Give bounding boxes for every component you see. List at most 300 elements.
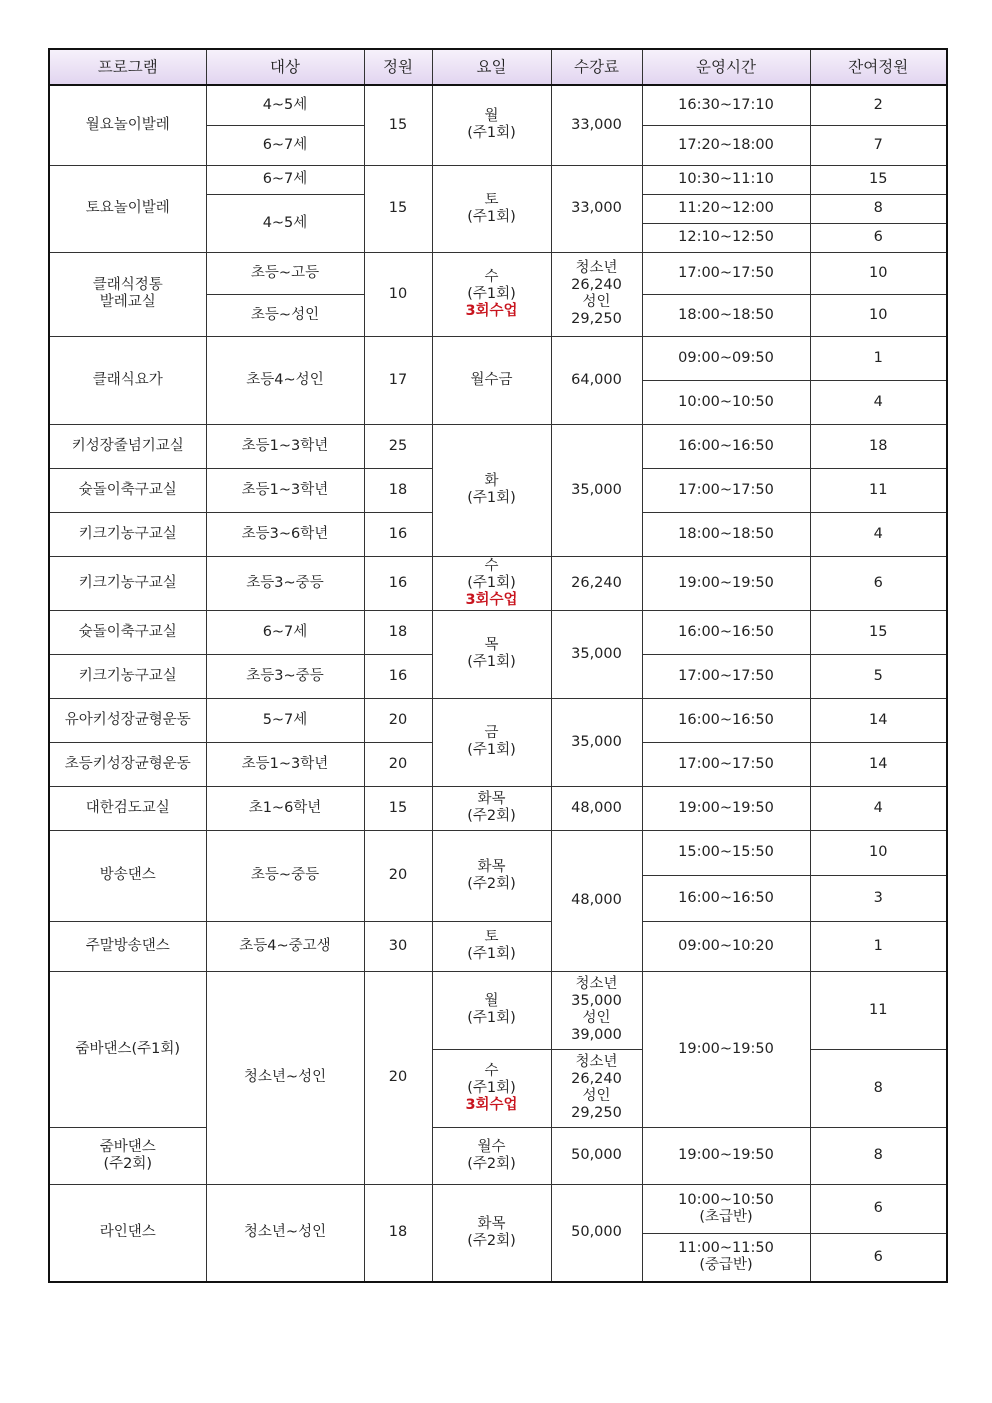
cell-text: 초등키성장균형운동	[64, 755, 191, 772]
cell-text: 16:30~17:10	[678, 96, 774, 113]
cell-text: 토	[484, 191, 499, 208]
table-row	[49, 85, 947, 125]
table-cell	[642, 1184, 810, 1233]
table-cell	[364, 468, 432, 512]
table-cell	[642, 294, 810, 336]
table-cell	[206, 252, 364, 294]
table-cell	[432, 252, 551, 336]
cell-text: 4	[873, 393, 883, 410]
cell-text: 4~5세	[262, 214, 308, 231]
table-cell	[810, 556, 947, 610]
cell-text: 초등~고등	[250, 264, 320, 281]
cell-text: 줌바댄스(주1회)	[75, 1040, 181, 1057]
table-cell	[642, 698, 810, 742]
cell-text: 15	[869, 171, 888, 187]
cell-text: 월	[484, 993, 499, 1009]
table-cell	[364, 424, 432, 468]
cell-text: 11	[869, 1001, 888, 1018]
cell-text: 35,000	[571, 645, 622, 662]
cell-text: 금	[484, 725, 499, 741]
cell-text: 수	[484, 268, 499, 285]
table-cell	[49, 1127, 206, 1184]
table-cell	[206, 921, 364, 971]
table-cell	[810, 380, 947, 424]
table-cell	[206, 698, 364, 742]
table-cell	[49, 654, 206, 698]
cell-text: 33,000	[571, 116, 622, 133]
cell-text: 키성장줄넘기교실	[71, 437, 184, 454]
table-row	[49, 830, 947, 875]
table-cell	[642, 1233, 810, 1282]
table-cell	[810, 1049, 947, 1127]
table-cell	[642, 85, 810, 125]
table-cell	[432, 610, 551, 698]
cell-text: 토요놀이발레	[85, 200, 170, 216]
cell-text: 초등1~3학년	[241, 755, 329, 772]
cell-text: 3회수업	[465, 591, 518, 608]
table-cell	[810, 223, 947, 252]
cell-text: 4~5세	[262, 96, 308, 113]
cell-text: (주2회)	[467, 875, 516, 892]
table-cell	[364, 698, 432, 742]
table-cell	[551, 610, 642, 698]
table-cell	[364, 165, 432, 252]
cell-text: 35,000	[571, 481, 622, 498]
table-cell	[642, 512, 810, 556]
cell-text: (주1회)	[467, 125, 516, 142]
cell-text: 16:00~16:50	[678, 623, 774, 640]
cell-text: 6	[873, 1200, 883, 1216]
table-cell	[810, 468, 947, 512]
cell-text: 10:00~10:50	[678, 1191, 774, 1208]
cell-text: 6	[873, 229, 883, 245]
cell-text: 5~7세	[262, 711, 308, 728]
cell-text: 줌바댄스	[99, 1138, 156, 1155]
table-cell	[432, 336, 551, 424]
table-cell	[642, 424, 810, 468]
table-cell	[206, 654, 364, 698]
table-cell	[642, 875, 810, 921]
table-cell	[432, 556, 551, 610]
table-cell	[432, 1049, 551, 1127]
cell-text: 4	[873, 525, 883, 542]
cell-text: 5	[873, 667, 883, 684]
table-cell	[206, 194, 364, 252]
cell-text: (주1회)	[467, 490, 516, 506]
table-cell	[364, 610, 432, 654]
cell-text: 17:00~17:50	[678, 481, 774, 498]
table-cell	[364, 85, 432, 165]
cell-text: 35,000	[571, 733, 622, 750]
cell-text: 16	[388, 667, 408, 684]
table-cell	[206, 556, 364, 610]
table-row	[49, 610, 947, 654]
table-cell	[432, 830, 551, 921]
table-cell	[810, 875, 947, 921]
table-cell	[206, 1184, 364, 1282]
cell-text: 수	[484, 1062, 499, 1079]
table-cell	[551, 252, 642, 336]
table-cell	[364, 1184, 432, 1282]
cell-text: 초등1~3학년	[241, 437, 329, 454]
table-row	[49, 786, 947, 830]
cell-text: 1	[873, 349, 883, 366]
table-cell	[206, 294, 364, 336]
cell-text: 16	[388, 574, 408, 591]
table-cell	[206, 971, 364, 1184]
table-cell	[206, 85, 364, 125]
cell-text: 초등~중등	[250, 867, 320, 883]
table-cell	[551, 424, 642, 556]
table-cell	[49, 698, 206, 742]
cell-text: 48,000	[571, 892, 622, 908]
cell-text: 클래식요가	[92, 371, 163, 388]
table-cell	[432, 1184, 551, 1282]
cell-text: 11	[869, 481, 888, 498]
table-row	[49, 921, 947, 971]
table-row	[49, 252, 947, 294]
table-cell	[642, 252, 810, 294]
cell-text: 15	[869, 623, 888, 640]
table-cell	[432, 786, 551, 830]
cell-text: 09:00~10:20	[678, 937, 774, 954]
cell-text: (주1회)	[467, 654, 516, 670]
table-row	[49, 556, 947, 610]
cell-text: 성인	[582, 1088, 611, 1104]
cell-text: 청소년	[575, 976, 618, 992]
table-cell	[642, 830, 810, 875]
header-capacity: 정원	[364, 49, 432, 85]
cell-text: (주1회)	[467, 1010, 516, 1026]
cell-text: 토	[484, 929, 499, 945]
table-cell	[642, 556, 810, 610]
cell-text: 초등3~6학년	[241, 525, 329, 542]
table-cell	[810, 742, 947, 786]
cell-text: 18	[388, 623, 408, 640]
cell-text: 33,000	[571, 200, 622, 216]
table-cell	[432, 921, 551, 971]
cell-text: (주1회)	[467, 946, 516, 962]
table-cell	[810, 830, 947, 875]
table-cell	[810, 336, 947, 380]
cell-text: 초등4~성인	[246, 371, 324, 388]
table-cell	[810, 786, 947, 830]
table-cell	[642, 165, 810, 194]
cell-text: 초등4~중고생	[239, 937, 331, 954]
cell-text: 17:00~17:50	[678, 264, 774, 281]
table-row	[49, 1127, 947, 1184]
cell-text: 17:00~17:50	[678, 755, 774, 772]
table-cell	[49, 921, 206, 971]
table-cell	[206, 165, 364, 194]
cell-text: (초급반)	[699, 1208, 753, 1225]
cell-text: 26,240	[571, 1071, 622, 1087]
table-cell	[364, 921, 432, 971]
header-remaining: 잔여정원	[810, 49, 947, 85]
cell-text: (주2회)	[103, 1155, 153, 1172]
table-cell	[642, 742, 810, 786]
table-cell	[642, 336, 810, 380]
cell-text: 11:20~12:00	[678, 200, 774, 216]
cell-text: 7	[873, 136, 883, 153]
table-row	[49, 1184, 947, 1233]
table-cell	[49, 512, 206, 556]
cell-text: 17:20~18:00	[678, 136, 774, 153]
header-time: 운영시간	[642, 49, 810, 85]
table-cell	[551, 85, 642, 165]
cell-text: 화목	[477, 858, 506, 875]
cell-text: 월수금	[470, 371, 513, 388]
table-cell	[206, 610, 364, 654]
cell-text: 슛돌이축구교실	[78, 481, 177, 498]
cell-text: 목	[484, 637, 499, 653]
table-cell	[49, 830, 206, 921]
cell-text: 주말방송댄스	[85, 937, 170, 954]
cell-text: 청소년	[575, 260, 618, 276]
cell-text: 18	[388, 1224, 408, 1241]
cell-text: 39,000	[571, 1027, 622, 1043]
cell-text: 18	[869, 437, 888, 454]
table-cell	[810, 252, 947, 294]
table-cell	[551, 830, 642, 971]
cell-text: 3회수업	[465, 302, 518, 319]
table-cell	[364, 512, 432, 556]
table-cell	[49, 252, 206, 336]
cell-text: 8	[873, 200, 883, 216]
program-schedule-table	[48, 48, 948, 1283]
table-cell	[810, 1233, 947, 1282]
cell-text: 초등~성인	[250, 306, 320, 323]
cell-text: 초등1~3학년	[241, 481, 329, 498]
table-cell	[432, 971, 551, 1049]
cell-text: 14	[869, 755, 888, 772]
cell-text: 64,000	[571, 371, 622, 388]
cell-text: 18:00~18:50	[678, 306, 774, 323]
cell-text: 키크기농구교실	[78, 574, 177, 591]
table-cell	[551, 1127, 642, 1184]
cell-text: 유아키성장균형운동	[64, 711, 191, 728]
cell-text: 17:00~17:50	[678, 667, 774, 684]
cell-text: 화목	[477, 791, 506, 807]
cell-text: 50,000	[571, 1147, 622, 1163]
cell-text: 발레교실	[99, 294, 156, 310]
cell-text: 3회수업	[465, 1096, 518, 1113]
cell-text: (주1회)	[467, 285, 516, 302]
cell-text: 클래식정통	[92, 277, 163, 293]
cell-text: 8	[873, 1079, 883, 1096]
cell-text: 16:00~16:50	[678, 437, 774, 454]
table-cell	[364, 556, 432, 610]
cell-text: 8	[873, 1147, 883, 1163]
cell-text: 슛돌이축구교실	[78, 623, 177, 640]
cell-text: (주1회)	[467, 742, 516, 758]
cell-text: 17	[388, 371, 408, 388]
table-cell	[364, 971, 432, 1184]
cell-text: (주2회)	[467, 1155, 516, 1172]
cell-text: 15	[388, 200, 408, 216]
header-program: 프로그램	[49, 49, 206, 85]
cell-text: 10	[869, 844, 888, 860]
table-cell	[49, 556, 206, 610]
table-cell	[49, 85, 206, 165]
table-cell	[642, 380, 810, 424]
table-cell	[49, 971, 206, 1127]
table-cell	[49, 424, 206, 468]
cell-text: (중급반)	[699, 1257, 753, 1274]
cell-text: 29,250	[571, 311, 622, 327]
cell-text: 월	[484, 108, 499, 125]
cell-text: 대한검도교실	[85, 799, 170, 816]
cell-text: 15:00~15:50	[678, 844, 774, 860]
cell-text: 19:00~19:50	[678, 1040, 774, 1057]
table-cell	[364, 336, 432, 424]
cell-text: 월요놀이발레	[85, 116, 170, 133]
table-cell	[810, 1127, 947, 1184]
table-cell	[364, 654, 432, 698]
cell-text: 초등3~중등	[246, 574, 324, 591]
table-cell	[642, 786, 810, 830]
cell-text: 3	[873, 889, 883, 906]
cell-text: 키크기농구교실	[78, 667, 177, 684]
cell-text: 50,000	[571, 1224, 622, 1241]
table-cell	[432, 424, 551, 556]
table-cell	[364, 252, 432, 336]
table-cell	[551, 698, 642, 786]
header-target: 대상	[206, 49, 364, 85]
table-cell	[810, 85, 947, 125]
header-day: 요일	[432, 49, 551, 85]
cell-text: 6	[873, 1248, 883, 1265]
cell-text: 초등3~중등	[246, 667, 324, 684]
cell-text: 15	[388, 116, 408, 133]
cell-text: 10	[388, 285, 408, 302]
cell-text: 16	[388, 525, 408, 542]
cell-text: 성인	[582, 294, 611, 310]
table-row	[49, 971, 947, 1049]
cell-text: 10	[869, 264, 888, 281]
table-cell	[810, 165, 947, 194]
table-cell	[432, 165, 551, 252]
cell-text: 20	[388, 867, 408, 883]
cell-text: 6~7세	[262, 136, 308, 153]
table-cell	[206, 125, 364, 165]
table-cell	[810, 125, 947, 165]
cell-text: 29,250	[571, 1105, 622, 1121]
table-cell	[49, 468, 206, 512]
cell-text: 20	[388, 711, 408, 728]
cell-text: 라인댄스	[99, 1224, 156, 1241]
table-cell	[810, 194, 947, 223]
header-row	[49, 49, 947, 85]
cell-text: (주2회)	[467, 808, 516, 824]
table-cell	[206, 468, 364, 512]
cell-text: 19:00~19:50	[678, 799, 774, 816]
table-cell	[642, 194, 810, 223]
table-cell	[49, 1184, 206, 1282]
table-cell	[810, 698, 947, 742]
cell-text: 수	[484, 557, 499, 574]
cell-text: 16:00~16:50	[678, 711, 774, 728]
table-cell	[432, 1127, 551, 1184]
table-cell	[810, 654, 947, 698]
table-cell	[810, 971, 947, 1049]
table-cell	[642, 125, 810, 165]
table-cell	[642, 1127, 810, 1184]
table-cell	[49, 742, 206, 786]
cell-text: 18:00~18:50	[678, 525, 774, 542]
table-cell	[551, 971, 642, 1049]
table-row	[49, 424, 947, 468]
cell-text: 6~7세	[262, 623, 308, 640]
cell-text: 10:30~11:10	[678, 171, 774, 187]
cell-text: 20	[388, 1069, 408, 1085]
cell-text: 청소년	[575, 1054, 618, 1070]
table-cell	[810, 921, 947, 971]
table-cell	[551, 165, 642, 252]
table-cell	[551, 786, 642, 830]
table-cell	[364, 786, 432, 830]
table-cell	[206, 742, 364, 786]
cell-text: 청소년~성인	[243, 1224, 327, 1241]
cell-text: 방송댄스	[99, 867, 156, 883]
table-cell	[206, 830, 364, 921]
cell-text: 4	[873, 799, 883, 816]
cell-text: 14	[869, 711, 888, 728]
cell-text: 10	[869, 306, 888, 323]
table-cell	[642, 921, 810, 971]
cell-text: 키크기농구교실	[78, 525, 177, 542]
cell-text: 20	[388, 755, 408, 772]
cell-text: 6~7세	[262, 171, 308, 187]
table-cell	[432, 85, 551, 165]
cell-text: 09:00~09:50	[678, 349, 774, 366]
table-cell	[810, 294, 947, 336]
table-cell	[49, 336, 206, 424]
cell-text: (주1회)	[467, 574, 516, 591]
table-cell	[810, 512, 947, 556]
cell-text: (주1회)	[467, 1079, 516, 1096]
table-cell	[551, 1184, 642, 1282]
table-cell	[49, 786, 206, 830]
cell-text: 화목	[477, 1215, 506, 1232]
table-cell	[49, 165, 206, 252]
cell-text: 초1~6학년	[248, 799, 322, 816]
cell-text: 6	[873, 574, 883, 591]
cell-text: 11:00~11:50	[678, 1240, 774, 1257]
table-cell	[432, 698, 551, 786]
cell-text: 청소년~성인	[243, 1069, 327, 1085]
cell-text: 26,240	[571, 277, 622, 293]
table-cell	[642, 971, 810, 1127]
cell-text: (주2회)	[467, 1232, 516, 1249]
table-cell	[551, 556, 642, 610]
cell-text: 화	[484, 473, 499, 489]
table-cell	[810, 424, 947, 468]
table-cell	[642, 468, 810, 512]
cell-text: 19:00~19:50	[678, 574, 774, 591]
cell-text: 26,240	[571, 574, 622, 591]
table-cell	[642, 654, 810, 698]
cell-text: 월수	[477, 1138, 506, 1155]
cell-text: 48,000	[571, 799, 622, 816]
table-cell	[49, 610, 206, 654]
table-cell	[364, 830, 432, 921]
table-cell	[810, 610, 947, 654]
cell-text: 12:10~12:50	[678, 229, 774, 245]
cell-text: 25	[388, 437, 408, 454]
schedule-body	[49, 85, 947, 1282]
table-row	[49, 698, 947, 742]
